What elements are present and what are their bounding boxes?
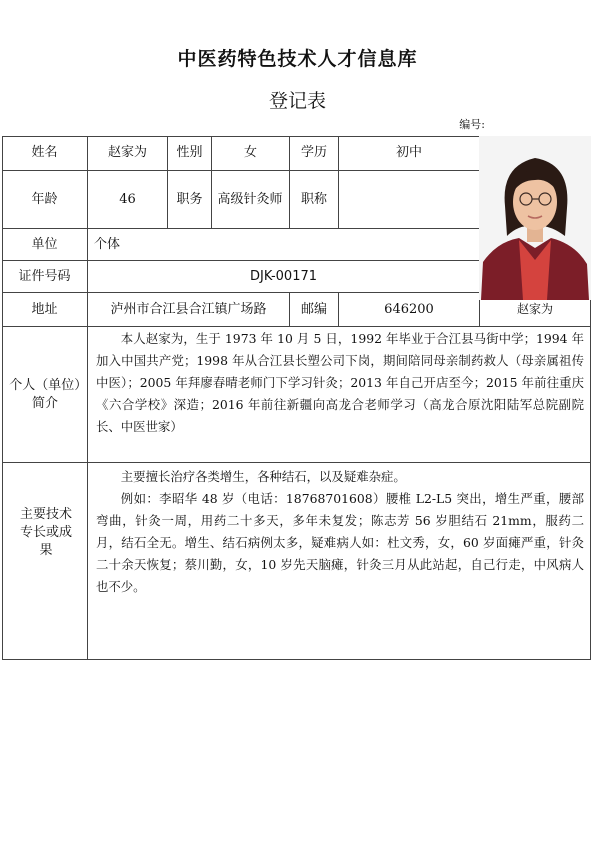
- name-value: 赵家为: [107, 145, 147, 160]
- intro-text: [96, 328, 584, 438]
- photo-caption: 赵家为: [516, 302, 553, 316]
- portrait-illustration: [479, 136, 591, 300]
- expertise-paragraph-1: 主要擅长治疗各类增生，各种结石，以及疑难杂症。: [120, 469, 406, 484]
- gender-label: 性别: [176, 145, 203, 160]
- page-title: 中医药特色技术人才信息库: [177, 48, 418, 70]
- unit-value: 个体: [94, 236, 121, 252]
- education-value: 初中: [395, 145, 422, 160]
- address-label: 地址: [31, 301, 58, 317]
- portrait-photo: [479, 136, 591, 300]
- intro-label: 个人（单位）简介: [9, 377, 81, 411]
- position-value: 高级针灸师: [217, 191, 283, 207]
- postcode-label: 邮编: [300, 301, 327, 317]
- age-value: 46: [119, 191, 136, 207]
- form-border-bottom: [2, 659, 591, 660]
- registration-form: [2, 136, 591, 660]
- title-label: 职称: [300, 191, 327, 207]
- expertise-text: [96, 466, 584, 598]
- page-subtitle: 登记表: [268, 90, 326, 112]
- name-label: 姓名: [31, 145, 58, 160]
- address-value: 泸州市合江县合江镇广场路: [110, 301, 267, 317]
- row-divider: [2, 462, 591, 463]
- intro-paragraph: 本人赵家为，生于 1973 年 10 月 5 日，1992 年毕业于合江县马街中学；1994 年加入中国共产党；1998 年从合江县长塑公司下岗，期间陪同母亲制药救人（母亲属祖传中医）；2005 年拜廖春晴老师门下学习针灸；2013 年自己开店至今；2015 年前往重庆《六合学校》深造；2016 年前往新疆向高龙合老师学习（高龙合原沈阳陆军总院副院长、中医世家）: [96, 331, 584, 434]
- education-label: 学历: [300, 145, 327, 160]
- id-label: 证件号码: [18, 268, 71, 284]
- title-value: [339, 171, 479, 228]
- gender-value: 女: [243, 145, 257, 160]
- position-label: 职务: [176, 191, 203, 207]
- unit-label: 单位: [31, 236, 58, 252]
- expertise-paragraph-2: 例如：李昭华 48 岁（电话：18768701608）腰椎 L2-L5 突出，增生严重，腰部弯曲，针灸一周，用药二十多天，多年未复发；陈志芳 56 岁胆结石 21mm，服药二月，结石全无。增生、结石病例太多，疑难病人如：杜文秀，女，60 岁面瘫严重，针灸二十余天恢复；蔡川勤，女，10 岁先天脑瘫，针灸三月从此站起，自己行走，中风病人也不少。: [96, 491, 584, 594]
- postcode-value: 646200: [384, 301, 434, 317]
- expertise-label: 主要技术专长或成果: [19, 507, 72, 558]
- id-value: DJK-00171: [249, 268, 318, 284]
- age-label: 年龄: [31, 191, 58, 207]
- number-label: 编号:: [459, 118, 485, 131]
- row-divider: [2, 326, 591, 327]
